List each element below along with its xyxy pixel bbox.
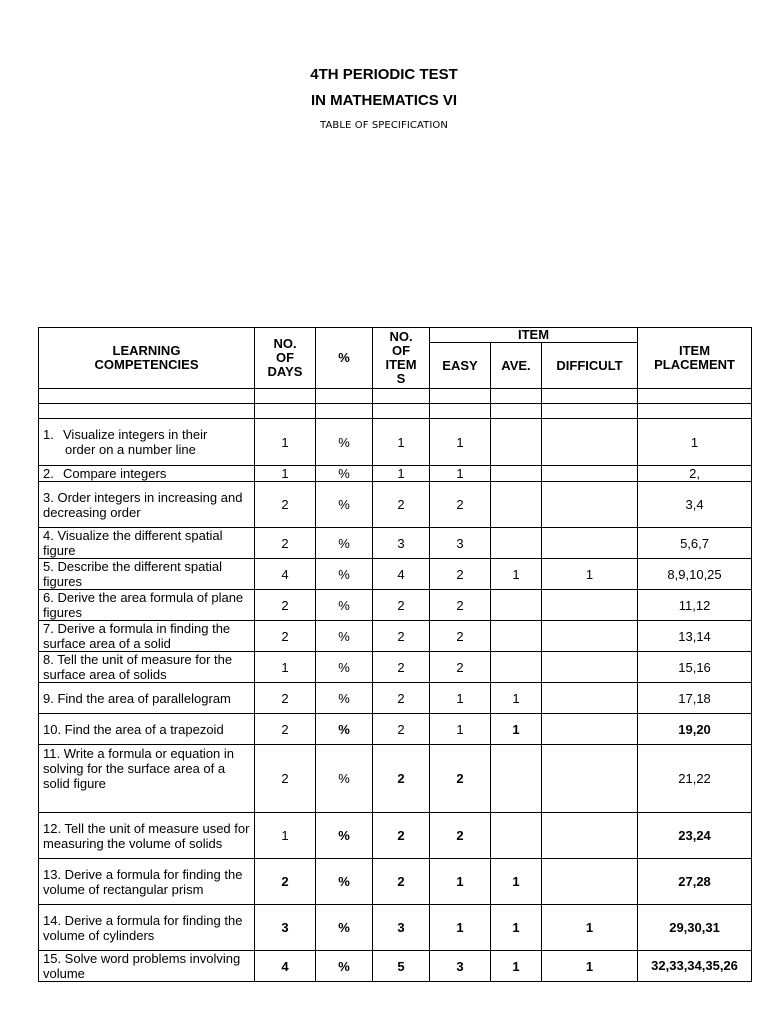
- difficult-cell: [542, 528, 638, 559]
- days-cell: 4: [255, 951, 316, 982]
- easy-cell: 3: [430, 528, 491, 559]
- percent-cell: %: [316, 859, 373, 905]
- specification-table: [38, 327, 752, 982]
- competency-cell: 1. Visualize integers in their order on a number line: [39, 419, 255, 466]
- ave-cell: 1: [491, 714, 542, 745]
- days-cell: 2: [255, 683, 316, 714]
- header-items: NO. OF ITEM S: [373, 328, 430, 389]
- placement-cell: 2,: [638, 466, 752, 482]
- header-placement: ITEM PLACEMENT: [638, 328, 752, 389]
- competency-cell: 8. Tell the unit of measure for the surface area of solids: [39, 652, 255, 683]
- percent-cell: %: [316, 745, 373, 813]
- competency-cell: 15. Solve word problems involving volume: [39, 951, 255, 982]
- table-row: [39, 905, 752, 951]
- items-cell: 2: [373, 590, 430, 621]
- percent-cell: %: [316, 528, 373, 559]
- easy-cell: 2: [430, 652, 491, 683]
- days-cell: 1: [255, 466, 316, 482]
- easy-cell: 2: [430, 559, 491, 590]
- placement-cell: 17,18: [638, 683, 752, 714]
- table-row: [39, 951, 752, 982]
- easy-cell: 2: [430, 813, 491, 859]
- table-row: [39, 745, 752, 813]
- percent-cell: %: [316, 621, 373, 652]
- days-cell: 2: [255, 745, 316, 813]
- placement-cell: 27,28: [638, 859, 752, 905]
- spacer-row: [39, 404, 752, 419]
- ave-cell: [491, 590, 542, 621]
- competency-cell: 14. Derive a formula for finding the volume of cylinders: [39, 905, 255, 951]
- difficult-cell: [542, 466, 638, 482]
- header-row: [39, 328, 752, 343]
- placement-cell: 11,12: [638, 590, 752, 621]
- test-title: 4TH PERIODIC TEST: [310, 66, 458, 83]
- placement-cell: 21,22: [638, 745, 752, 813]
- percent-cell: %: [316, 652, 373, 683]
- days-cell: 2: [255, 714, 316, 745]
- ave-cell: [491, 813, 542, 859]
- header-ave: AVE.: [491, 343, 542, 389]
- placement-cell: 1: [638, 419, 752, 466]
- competency-cell: 10. Find the area of a trapezoid: [39, 714, 255, 745]
- ave-cell: [491, 621, 542, 652]
- subject-title: IN MATHEMATICS VI: [310, 92, 458, 109]
- items-cell: 2: [373, 652, 430, 683]
- percent-cell: %: [316, 714, 373, 745]
- ave-cell: [491, 482, 542, 528]
- days-cell: 4: [255, 559, 316, 590]
- header-easy: EASY: [430, 343, 491, 389]
- percent-cell: %: [316, 466, 373, 482]
- days-cell: 2: [255, 482, 316, 528]
- items-cell: 2: [373, 621, 430, 652]
- items-cell: 2: [373, 813, 430, 859]
- table-row: [39, 714, 752, 745]
- competency-cell: 12. Tell the unit of measure used for measuring the volume of solids: [39, 813, 255, 859]
- percent-cell: %: [316, 683, 373, 714]
- days-cell: 2: [255, 859, 316, 905]
- items-cell: 2: [373, 714, 430, 745]
- ave-cell: [491, 528, 542, 559]
- table-row: [39, 813, 752, 859]
- difficult-cell: [542, 813, 638, 859]
- easy-cell: 3: [430, 951, 491, 982]
- placement-cell: 5,6,7: [638, 528, 752, 559]
- percent-cell: %: [316, 951, 373, 982]
- easy-cell: 1: [430, 905, 491, 951]
- items-cell: 2: [373, 482, 430, 528]
- difficult-cell: [542, 652, 638, 683]
- items-cell: 1: [373, 466, 430, 482]
- difficult-cell: [542, 714, 638, 745]
- placement-cell: 29,30,31: [638, 905, 752, 951]
- header-difficult: DIFFICULT: [542, 343, 638, 389]
- ave-cell: 1: [491, 905, 542, 951]
- table-row: [39, 466, 752, 482]
- difficult-cell: [542, 859, 638, 905]
- table-row: [39, 590, 752, 621]
- items-cell: 5: [373, 951, 430, 982]
- document-subtitle: TABLE OF SPECIFICATION: [320, 120, 448, 131]
- days-cell: 1: [255, 419, 316, 466]
- items-cell: 3: [373, 528, 430, 559]
- ave-cell: 1: [491, 951, 542, 982]
- easy-cell: 2: [430, 745, 491, 813]
- table-row: [39, 652, 752, 683]
- table-row: [39, 859, 752, 905]
- percent-cell: %: [316, 813, 373, 859]
- items-cell: 4: [373, 559, 430, 590]
- items-cell: 2: [373, 683, 430, 714]
- table-row: [39, 559, 752, 590]
- items-cell: 1: [373, 419, 430, 466]
- competency-cell: 4. Visualize the different spatial figure: [39, 528, 255, 559]
- days-cell: 1: [255, 652, 316, 683]
- competency-cell: 2. Compare integers: [39, 466, 255, 482]
- ave-cell: 1: [491, 859, 542, 905]
- days-cell: 2: [255, 621, 316, 652]
- ave-cell: [491, 745, 542, 813]
- placement-cell: 23,24: [638, 813, 752, 859]
- header-competencies: LEARNING COMPETENCIES: [39, 328, 255, 389]
- easy-cell: 2: [430, 590, 491, 621]
- days-cell: 3: [255, 905, 316, 951]
- competency-cell: 6. Derive the area formula of plane figures: [39, 590, 255, 621]
- difficult-cell: 1: [542, 905, 638, 951]
- header-item-group: ITEM: [430, 328, 638, 343]
- days-cell: 2: [255, 528, 316, 559]
- difficult-cell: [542, 419, 638, 466]
- percent-cell: %: [316, 590, 373, 621]
- ave-cell: 1: [491, 683, 542, 714]
- easy-cell: 1: [430, 466, 491, 482]
- table-row: [39, 419, 752, 466]
- table-row: [39, 482, 752, 528]
- easy-cell: 1: [430, 714, 491, 745]
- ave-cell: 1: [491, 559, 542, 590]
- easy-cell: 2: [430, 482, 491, 528]
- ave-cell: [491, 419, 542, 466]
- easy-cell: 2: [430, 621, 491, 652]
- difficult-cell: 1: [542, 559, 638, 590]
- items-cell: 2: [373, 859, 430, 905]
- competency-cell: 3. Order integers in increasing and decreasing order: [39, 482, 255, 528]
- competency-cell: 11. Write a formula or equation in solving for the surface area of a solid figure: [39, 745, 255, 813]
- ave-cell: [491, 466, 542, 482]
- competency-cell: 5. Describe the different spatial figures: [39, 559, 255, 590]
- competency-cell: 7. Derive a formula in finding the surface area of a solid: [39, 621, 255, 652]
- placement-cell: 32,33,34,35,26: [638, 951, 752, 982]
- percent-cell: %: [316, 905, 373, 951]
- difficult-cell: [542, 590, 638, 621]
- competency-cell: 9. Find the area of parallelogram: [39, 683, 255, 714]
- items-cell: 2: [373, 745, 430, 813]
- table-row: [39, 683, 752, 714]
- competency-cell: 13. Derive a formula for finding the volume of rectangular prism: [39, 859, 255, 905]
- placement-cell: 3,4: [638, 482, 752, 528]
- difficult-cell: 1: [542, 951, 638, 982]
- difficult-cell: [542, 482, 638, 528]
- header-percent: %: [316, 328, 373, 389]
- placement-cell: 19,20: [638, 714, 752, 745]
- placement-cell: 15,16: [638, 652, 752, 683]
- placement-cell: 13,14: [638, 621, 752, 652]
- easy-cell: 1: [430, 683, 491, 714]
- days-cell: 2: [255, 590, 316, 621]
- spacer-row: [39, 389, 752, 404]
- difficult-cell: [542, 745, 638, 813]
- percent-cell: %: [316, 419, 373, 466]
- difficult-cell: [542, 621, 638, 652]
- table-row: [39, 621, 752, 652]
- difficult-cell: [542, 683, 638, 714]
- percent-cell: %: [316, 482, 373, 528]
- ave-cell: [491, 652, 542, 683]
- header-days: NO. OF DAYS: [255, 328, 316, 389]
- percent-cell: %: [316, 559, 373, 590]
- easy-cell: 1: [430, 859, 491, 905]
- table-row: [39, 528, 752, 559]
- placement-cell: 8,9,10,25: [638, 559, 752, 590]
- easy-cell: 1: [430, 419, 491, 466]
- items-cell: 3: [373, 905, 430, 951]
- days-cell: 1: [255, 813, 316, 859]
